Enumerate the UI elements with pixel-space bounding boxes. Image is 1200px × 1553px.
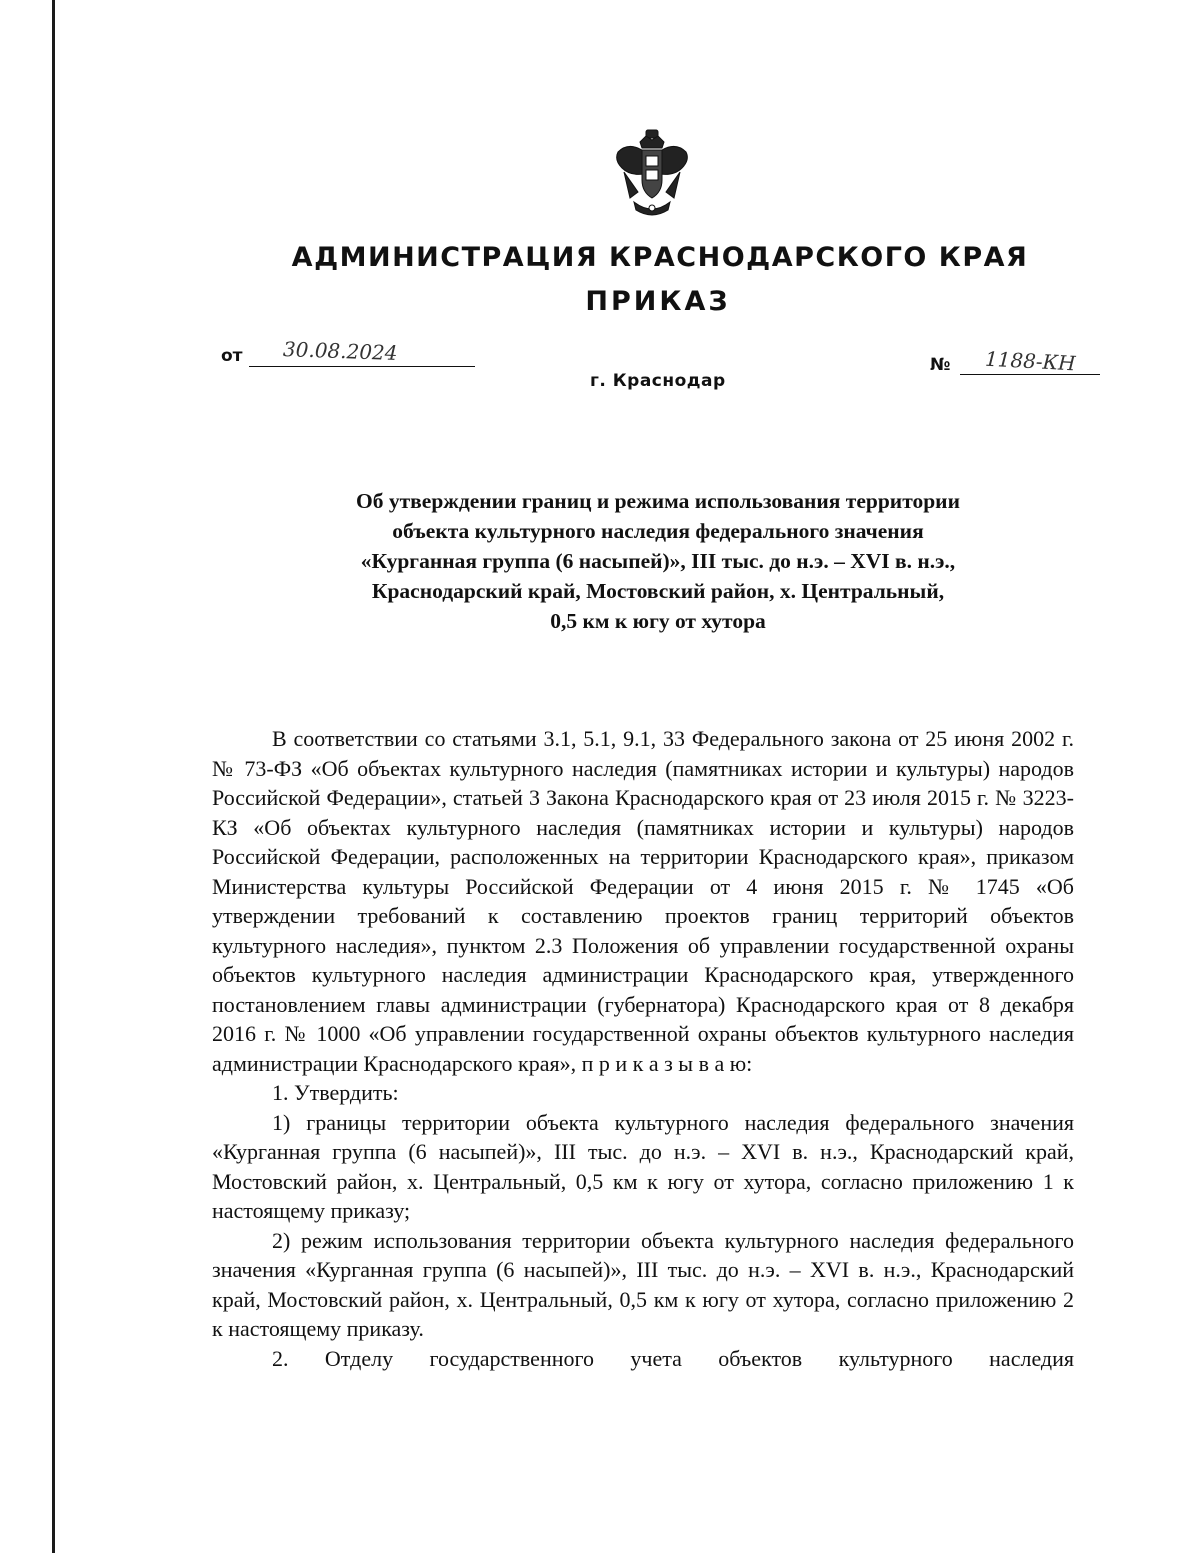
preamble-paragraph: В соответствии со статьями 3.1, 5.1, 9.1, 33 Федерального закона от 25 июня 2002 г. № 73-ФЗ «Об объектах культурного наследия (памятниках истории и культуры) народов Российской Федерации», статьей 3 Закона Краснодарского края от 23 июля 2015 г. № 3223-КЗ «Об объектах культурного наследия (памятниках истории и культуры) народов Российской Федерации, расположенных на территории Краснодарского края», приказом Министерства культуры Российской Федерации от 4 июня 2015 г. № 1745 «Об утверждении требований к составлению проектов границ территорий объектов культурного наследия», пунктом 2.3 Положения об управлении государственной охраны объектов культурного наследия администрации Краснодарского края, утвержденного постановлением главы администрации (губернатора) Краснодарского края от 8 декабря 2016 г. № 1000 «Об управлении государственной охраны объектов культурного наследия администрации Краснодарского края», п р и к а з ы в а ю: <box>212 726 1074 1076</box>
heading-line: Об утверждении границ и режима использования территории <box>356 489 960 513</box>
item-1: 1. Утвердить: <box>272 1080 399 1105</box>
date-value: 30.08.2024 <box>282 337 398 365</box>
city-label: г. Краснодар <box>590 371 726 391</box>
order-heading <box>240 486 1076 636</box>
heading-line: 0,5 км к югу от хутора <box>550 609 766 633</box>
number-label: № <box>930 355 951 375</box>
number-underline <box>960 374 1100 375</box>
heading-line: Краснодарский край, Мостовский район, х. Центральный, <box>371 579 945 603</box>
item-2: 2. Отделу государственного учета объектов культурного наследия <box>272 1345 1074 1371</box>
scan-page-edge <box>52 0 55 1553</box>
date-label: от <box>221 346 243 366</box>
heading-line: объекта культурного наследия федерального значения <box>392 519 924 543</box>
number-value: 1188-КН <box>984 346 1077 376</box>
order-body <box>212 724 1074 1373</box>
item-1-1: 1) границы территории объекта культурного наследия федерального значения «Курганная группа (6 насыпей)», III тыс. до н.э. – XVI в. н.э., Краснодарский край, Мостовский район, х. Центральный, 0,5 км к югу от хутора, согласно приложению 1 к настоящему приказу; <box>212 1109 1074 1223</box>
document-type: ПРИКАЗ <box>585 286 731 317</box>
item-1-2: 2) режим использования территории объекта культурного наследия федерального значения «Курганная группа (6 насыпей)», III тыс. до н.э. – XVI в. н.э., Краснодарский край, Мостовский район, х. Центральный, 0,5 км к югу от хутора, согласно приложению 2 к настоящему приказу. <box>212 1227 1074 1341</box>
heading-line: «Курганная группа (6 насыпей)», III тыс. до н.э. – XVI в. н.э., <box>360 549 956 573</box>
coat-of-arms-icon <box>610 128 694 220</box>
date-underline <box>249 366 475 367</box>
organization-title: АДМИНИСТРАЦИЯ КРАСНОДАРСКОГО КРАЯ <box>291 242 1029 273</box>
